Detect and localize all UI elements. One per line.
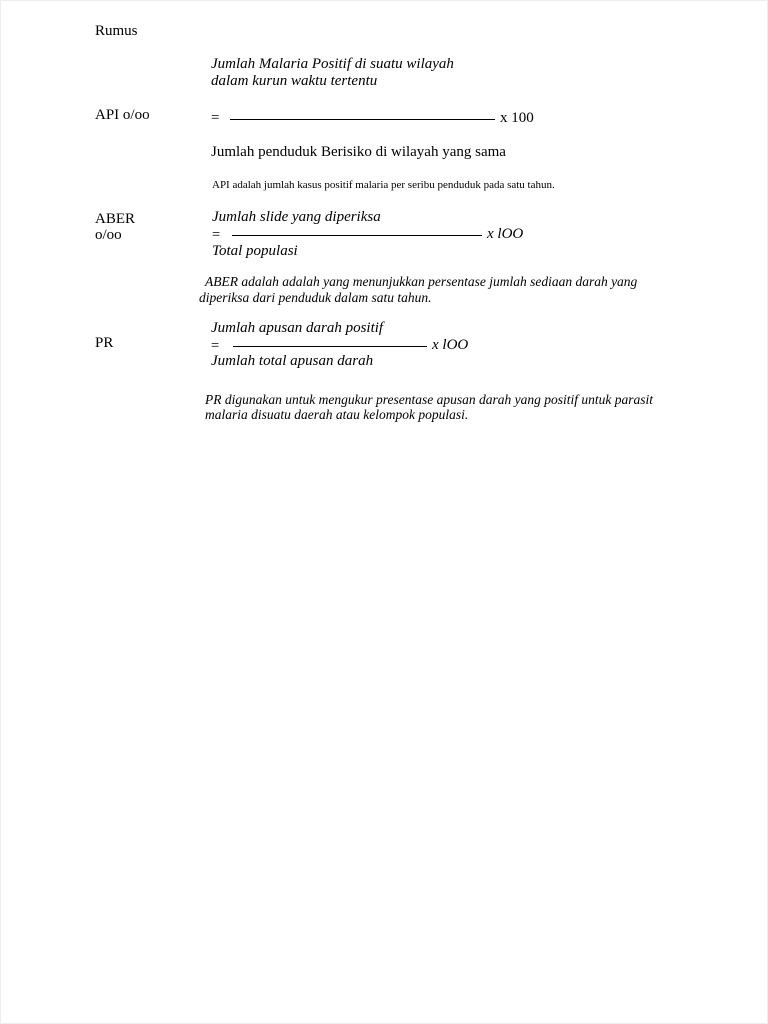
pr-label: PR xyxy=(95,335,114,351)
aber-multiplier: x lOO xyxy=(487,226,524,242)
pr-note-line2: malaria disuatu daerah atau kelompok populasi. xyxy=(205,407,469,422)
api-numerator-line1: Jumlah Malaria Positif di suatu wilayah xyxy=(211,56,454,72)
aber-denominator: Total populasi xyxy=(212,243,298,259)
pr-equals-sign: = xyxy=(211,338,220,354)
api-note: API adalah jumlah kasus positif malaria per seribu penduduk pada satu tahun. xyxy=(212,179,555,191)
section-heading: Rumus xyxy=(95,23,138,39)
aber-label-line2: o/oo xyxy=(95,227,122,243)
aber-note-line2: diperiksa dari penduduk dalam satu tahun. xyxy=(199,290,432,305)
pr-note-line1: PR digunakan untuk mengukur presentase apusan darah yang positif untuk parasit xyxy=(205,392,653,407)
aber-label-line1: ABER xyxy=(95,211,136,227)
pr-denominator: Jumlah total apusan darah xyxy=(211,353,374,369)
api-fraction-bar xyxy=(230,119,495,120)
api-denominator: Jumlah penduduk Berisiko di wilayah yang sama xyxy=(211,144,506,160)
aber-numerator: Jumlah slide yang diperiksa xyxy=(212,209,381,225)
api-multiplier: x 100 xyxy=(500,110,534,126)
api-numerator-line2: dalam kurun waktu tertentu xyxy=(211,73,378,89)
api-label: API o/oo xyxy=(95,107,150,123)
aber-fraction-bar xyxy=(232,235,482,236)
pr-fraction-bar xyxy=(233,346,427,347)
api-equals-sign: = xyxy=(211,110,220,126)
pr-multiplier: x lOO xyxy=(432,337,469,353)
aber-equals-sign: = xyxy=(212,227,221,243)
pr-numerator: Jumlah apusan darah positif xyxy=(211,320,384,336)
aber-note-line1: ABER adalah adalah yang menunjukkan persentase jumlah sediaan darah yang xyxy=(205,274,638,289)
